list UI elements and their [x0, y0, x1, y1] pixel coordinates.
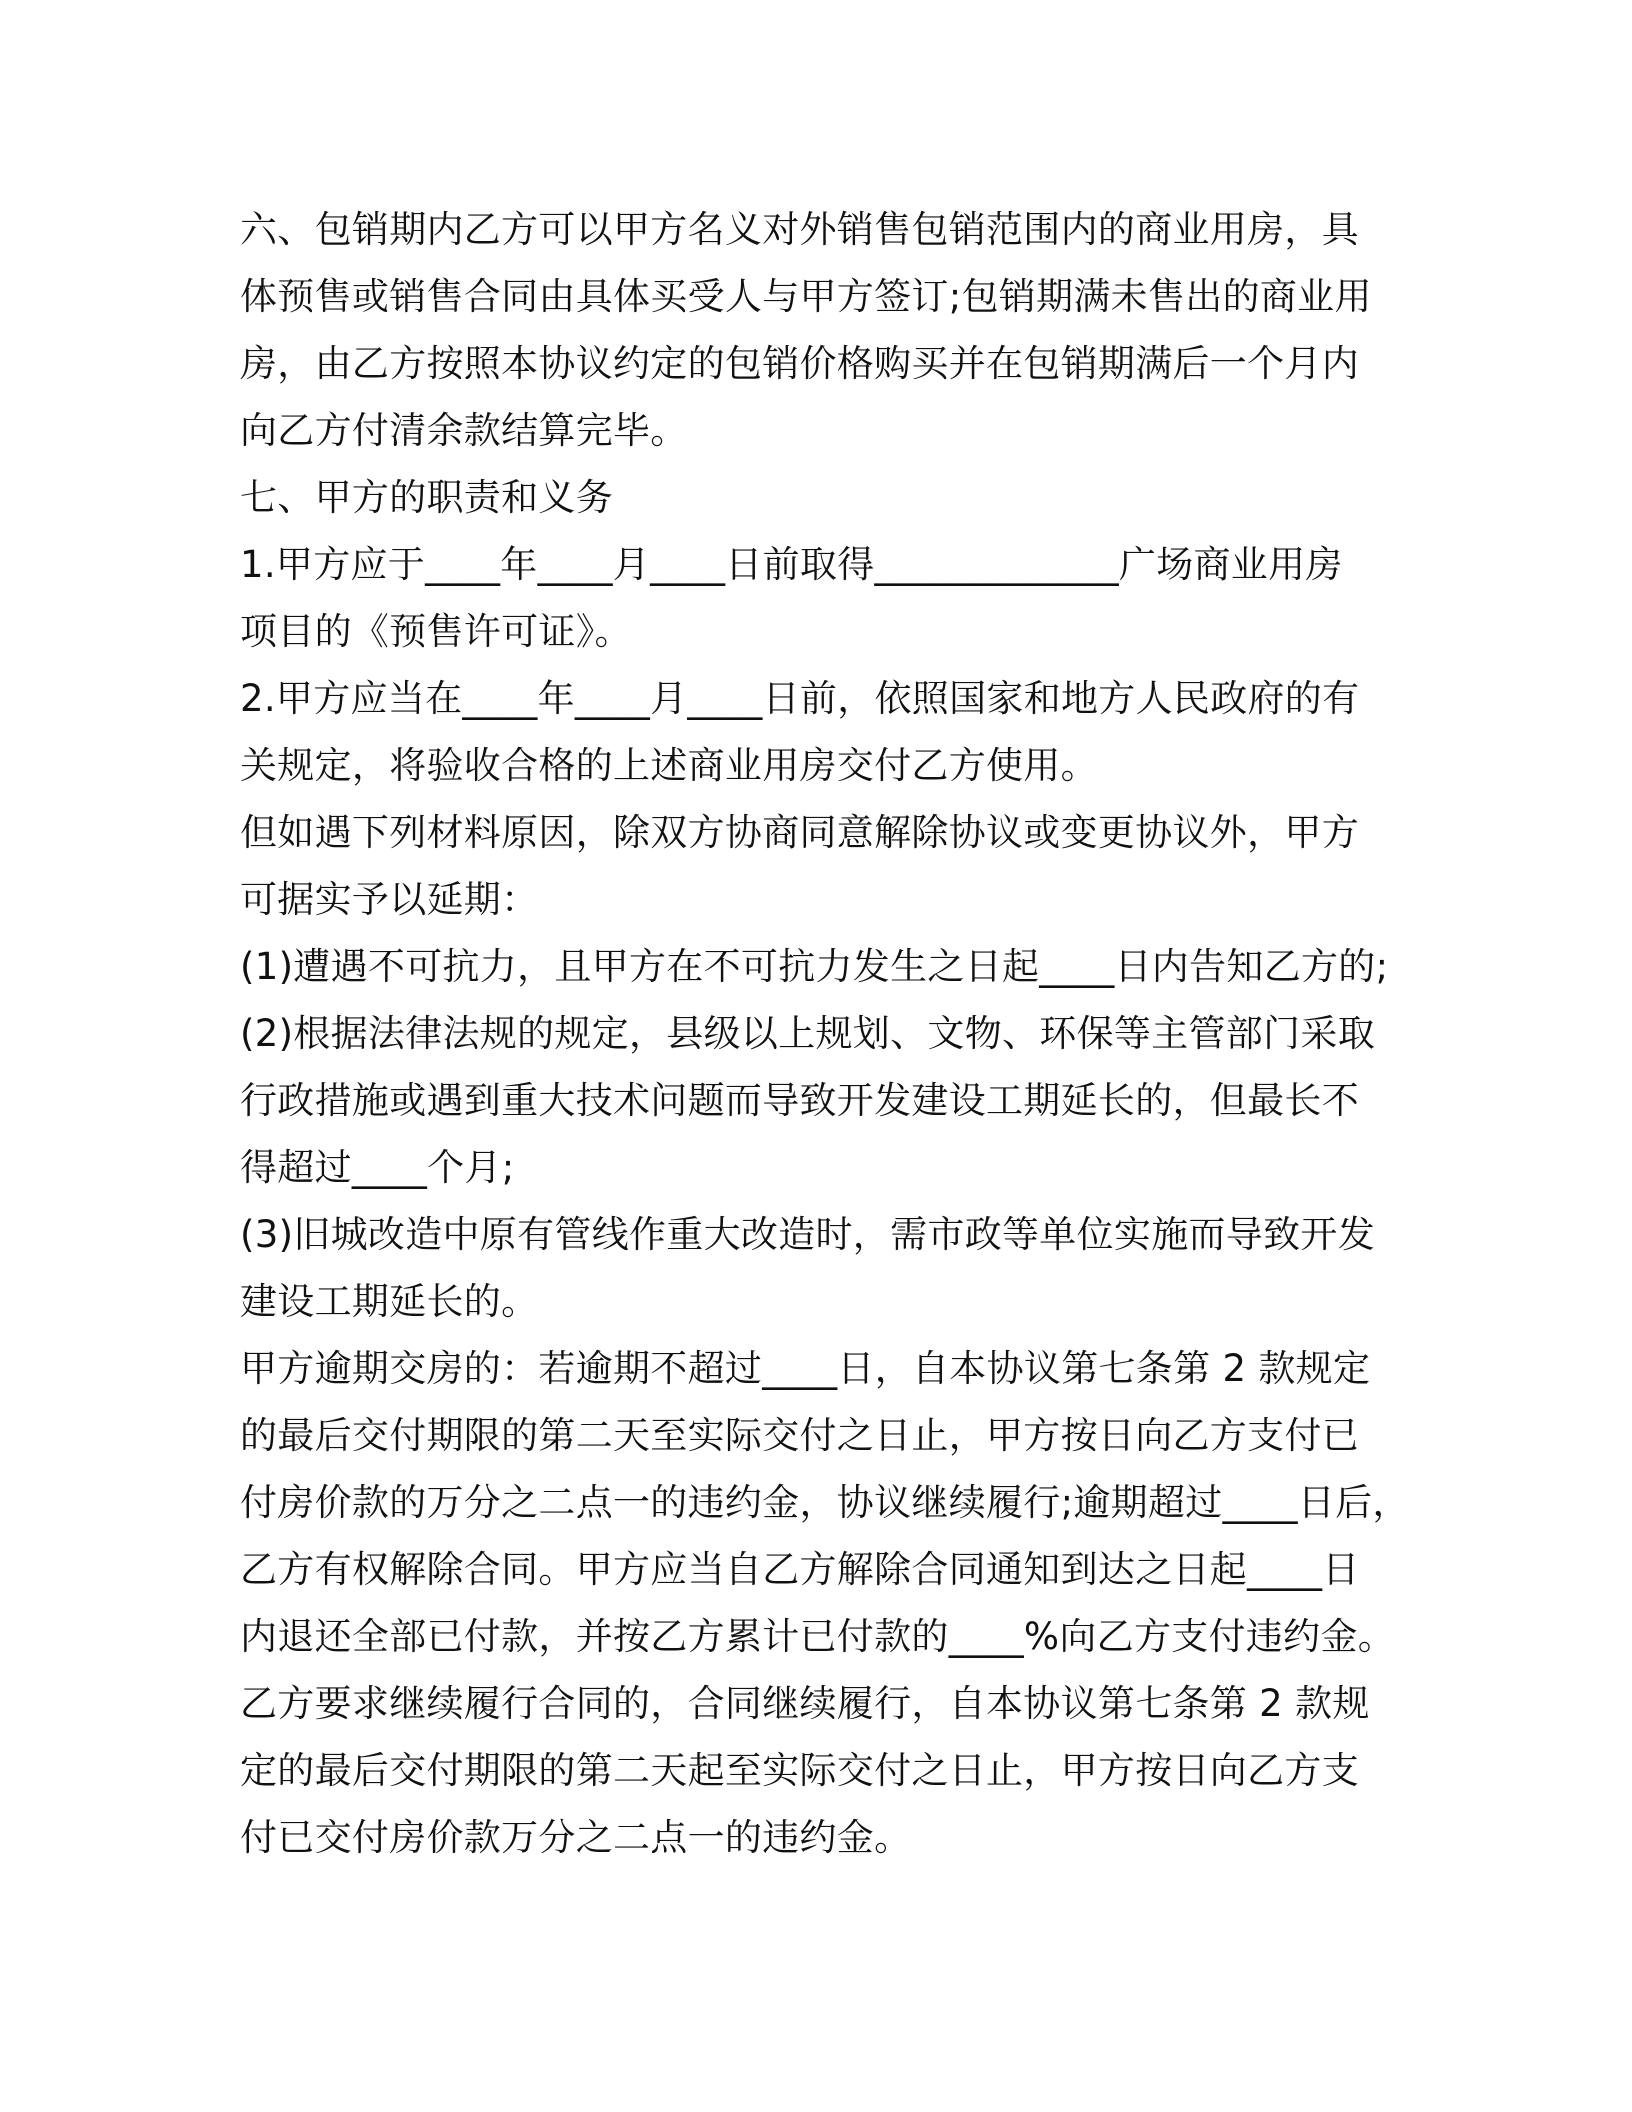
text-line: 关规定，将验收合格的上述商业用房交付乙方使用。: [240, 744, 1098, 787]
text-line: 付已交付房价款万分之二点一的违约金。: [240, 1816, 912, 1859]
text-line: 2.甲方应当在____年____月____日前，依照国家和地方人民政府的有: [240, 677, 1360, 720]
text-line: 得超过____个月;: [240, 1146, 515, 1189]
text-line: 乙方有权解除合同。甲方应当自乙方解除合同通知到达之日起____日: [240, 1548, 1360, 1591]
text-line: 但如遇下列材料原因，除双方协商同意解除协议或变更协议外，甲方: [240, 811, 1359, 854]
text-line: (2)根据法律法规的规定，县级以上规划、文物、环保等主管部门采取: [240, 1012, 1376, 1055]
text-line: 体预售或销售合同由具体买受人与甲方签订;包销期满未售出的商业用: [240, 275, 1372, 318]
text-line: 甲方逾期交房的：若逾期不超过____日，自本协议第七条第 2 款规定: [240, 1347, 1371, 1390]
document-body: [240, 196, 1410, 1871]
text-line: 的最后交付期限的第二天至实际交付之日止，甲方按日向乙方支付已: [240, 1414, 1359, 1457]
text-line: 付房价款的万分之二点一的违约金，协议继续履行;逾期超过____日后，: [240, 1481, 1410, 1524]
text-line: 内退还全部已付款，并按乙方累计已付款的____%向乙方支付违约金。: [240, 1615, 1396, 1658]
text-line: 行政措施或遇到重大技术问题而导致开发建设工期延长的，但最长不: [240, 1079, 1359, 1122]
text-line: 项目的《预售许可证》。: [240, 610, 632, 653]
text-line: 乙方要求继续履行合同的，合同继续履行，自本协议第七条第 2 款规: [240, 1682, 1370, 1725]
text-line: 1.甲方应于____年____月____日前取得_____________广场商业用房: [240, 543, 1343, 586]
text-line: 建设工期延长的。: [240, 1280, 539, 1323]
text-line: 六、包销期内乙方可以甲方名义对外销售包销范围内的商业用房，具: [240, 208, 1359, 251]
text-line: (1)遭遇不可抗力，且甲方在不可抗力发生之日起____日内告知乙方的;: [240, 945, 1389, 988]
text-line: 房，由乙方按照本协议约定的包销价格购买并在包销期满后一个月内: [240, 342, 1359, 385]
text-line: 向乙方付清余款结算完毕。: [240, 409, 688, 452]
text-line: 定的最后交付期限的第二天起至实际交付之日止，甲方按日向乙方支: [240, 1749, 1359, 1792]
text-line: (3)旧城改造中原有管线作重大改造时，需市政等单位实施而导致开发: [240, 1213, 1376, 1256]
text-line: 可据实予以延期：: [240, 878, 539, 921]
section-heading: 七、甲方的职责和义务: [240, 476, 613, 519]
